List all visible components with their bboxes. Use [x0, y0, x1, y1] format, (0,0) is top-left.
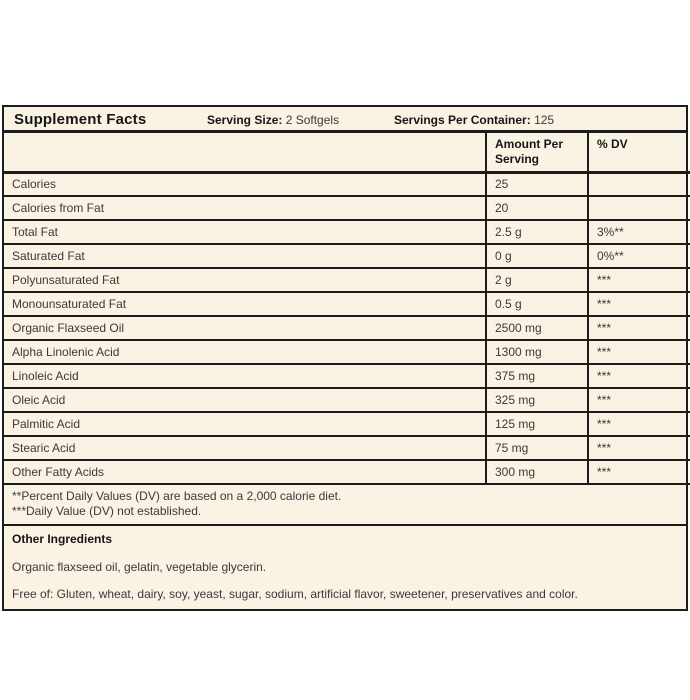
footnote-dv-not-established: ***Daily Value (DV) not established. — [12, 504, 202, 518]
nutrient-dv: *** — [588, 460, 690, 484]
nutrient-amount: 25 — [486, 172, 588, 196]
footnote-percent-dv: **Percent Daily Values (DV) are based on a 2,000 calorie diet. — [12, 489, 342, 503]
nutrient-amount: 75 mg — [486, 436, 588, 460]
other-ingredients-heading: Other Ingredients — [12, 532, 113, 546]
nutrient-amount: 375 mg — [486, 364, 588, 388]
nutrient-dv — [588, 196, 690, 220]
servings-per-container — [394, 107, 554, 133]
amount-per-serving-header: Amount Per Serving — [486, 133, 588, 172]
nutrient-label: Stearic Acid — [4, 436, 486, 460]
title-row — [4, 107, 686, 133]
table-row — [4, 172, 690, 196]
nutrient-dv: *** — [588, 436, 690, 460]
facts-table — [4, 133, 690, 485]
nutrient-dv: *** — [588, 340, 690, 364]
table-row — [4, 316, 690, 340]
nutrient-dv: *** — [588, 268, 690, 292]
nutrient-label: Monounsaturated Fat — [4, 292, 486, 316]
nutrient-amount: 1300 mg — [486, 340, 588, 364]
table-row — [4, 412, 690, 436]
nutrient-amount: 2 g — [486, 268, 588, 292]
nutrient-label: Polyunsaturated Fat — [4, 268, 486, 292]
dv-header: % DV — [588, 133, 690, 172]
table-row — [4, 340, 690, 364]
nutrient-label: Palmitic Acid — [4, 412, 486, 436]
nutrient-amount: 20 — [486, 196, 588, 220]
nutrient-amount: 325 mg — [486, 388, 588, 412]
free-of-statement: Free of: Gluten, wheat, dairy, soy, yeast, sugar, sodium, artificial flavor, sweetener, preservatives and color. — [12, 587, 578, 601]
table-row — [4, 436, 690, 460]
nutrient-label: Total Fat — [4, 220, 486, 244]
supplement-facts-panel — [2, 105, 688, 611]
table-row — [4, 268, 690, 292]
nutrient-dv: *** — [588, 292, 690, 316]
nutrient-dv: *** — [588, 364, 690, 388]
table-row — [4, 292, 690, 316]
nutrient-amount: 0 g — [486, 244, 588, 268]
column-header-row — [4, 133, 690, 172]
servings-per-container-value: 125 — [534, 113, 555, 127]
nutrient-label: Other Fatty Acids — [4, 460, 486, 484]
table-row — [4, 460, 690, 484]
other-ingredients-section — [4, 526, 686, 609]
serving-size-label: Serving Size: — [207, 113, 283, 127]
nutrient-dv: *** — [588, 412, 690, 436]
serving-size — [207, 107, 339, 133]
nutrient-label: Alpha Linolenic Acid — [4, 340, 486, 364]
table-row — [4, 220, 690, 244]
nutrient-dv: 3%** — [588, 220, 690, 244]
table-row — [4, 196, 690, 220]
nutrient-dv — [588, 172, 690, 196]
servings-per-container-label: Servings Per Container: — [394, 113, 531, 127]
table-row — [4, 388, 690, 412]
nutrient-dv: *** — [588, 316, 690, 340]
panel-title: Supplement Facts — [14, 111, 147, 128]
nutrient-dv: 0%** — [588, 244, 690, 268]
nutrient-label: Organic Flaxseed Oil — [4, 316, 486, 340]
spacer-cell — [4, 133, 486, 172]
serving-size-value: 2 Softgels — [285, 113, 340, 127]
other-ingredients-list: Organic flaxseed oil, gelatin, vegetable glycerin. — [12, 560, 267, 574]
nutrient-label: Calories — [4, 172, 486, 196]
nutrient-label: Linoleic Acid — [4, 364, 486, 388]
nutrient-amount: 2.5 g — [486, 220, 588, 244]
nutrient-dv: *** — [588, 388, 690, 412]
nutrient-label: Calories from Fat — [4, 196, 486, 220]
footnotes — [4, 485, 686, 526]
nutrient-label: Oleic Acid — [4, 388, 486, 412]
nutrient-amount: 125 mg — [486, 412, 588, 436]
nutrient-label: Saturated Fat — [4, 244, 486, 268]
nutrient-amount: 2500 mg — [486, 316, 588, 340]
nutrient-amount: 300 mg — [486, 460, 588, 484]
table-row — [4, 364, 690, 388]
nutrient-amount: 0.5 g — [486, 292, 588, 316]
table-row — [4, 244, 690, 268]
